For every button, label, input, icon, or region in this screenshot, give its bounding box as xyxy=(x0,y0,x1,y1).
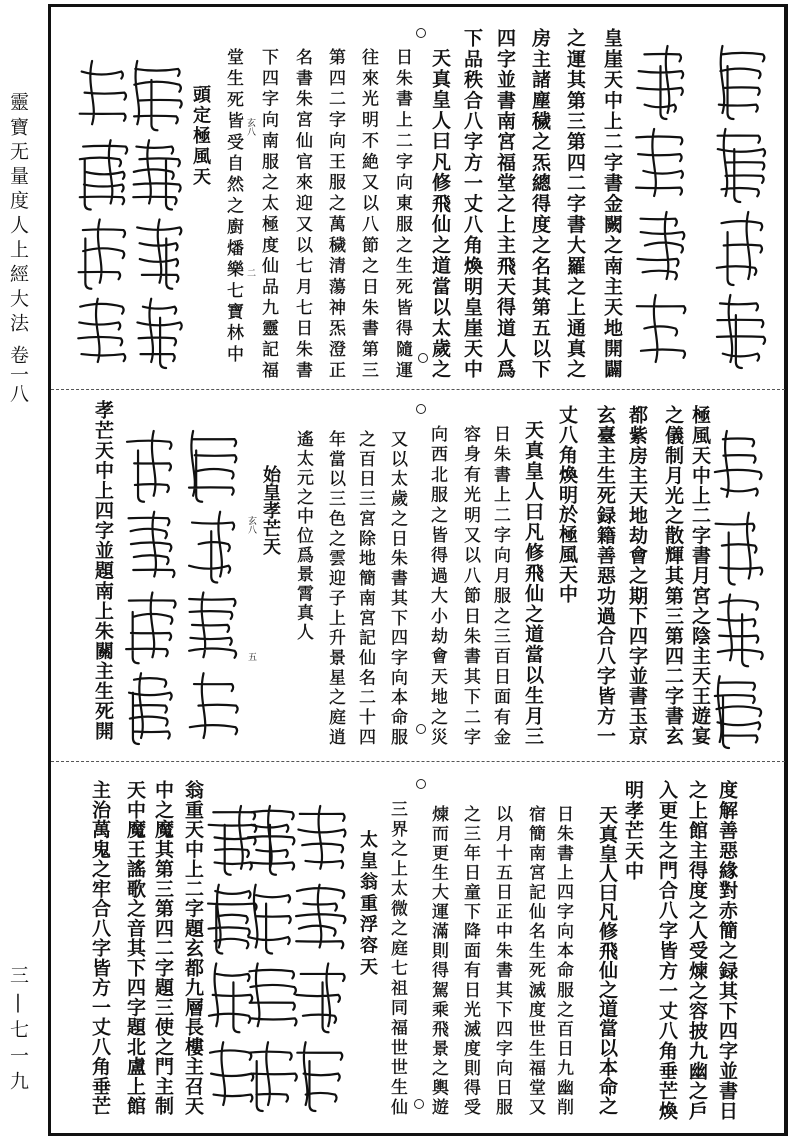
text-column: 之儀制月光之散輝其第三第四二字書玄 xyxy=(662,405,684,745)
text-column: 孝芒天中上四字並題南上朱關主生死開 xyxy=(92,400,114,740)
text-column: 房主諸塵穢之炁總得度之名其第五以下 xyxy=(529,28,551,378)
commentary-column: 以月十五日正中朱書其下四字向日服 xyxy=(492,805,512,1115)
text-column: 極風天中上二字書月宮之陰主天王遊宴 xyxy=(689,405,711,745)
seal-glyph-icon xyxy=(298,806,345,869)
seal-glyph-icon xyxy=(80,140,127,209)
commentary-column: 第四二字向王服之萬穢清蕩神炁澄正 xyxy=(325,48,345,378)
text-column: 天中魔王謠歌之音其下四字題北盧上館 xyxy=(124,780,146,1115)
seal-script-column xyxy=(185,425,241,748)
circle-mark-icon xyxy=(414,1099,424,1109)
text-column: 皇崖天中上二字書金闕之南主天地開闢 xyxy=(601,28,623,378)
seal-glyph-icon xyxy=(126,593,175,664)
text-column: 主治萬鬼之牢合八字皆方一丈八角垂芒 xyxy=(89,780,111,1115)
text-column: 下品秩合八字方一丈八角煥明皇崖天中 xyxy=(461,28,483,378)
seal-glyph-icon xyxy=(296,964,344,1033)
annotation-mark: 玄八 xyxy=(245,118,255,136)
seal-glyph-icon xyxy=(137,220,181,289)
commentary-column: 下四字向南服之太極度仙品九靈記福 xyxy=(258,48,278,378)
section-divider xyxy=(51,389,785,390)
annotation-mark: 五 xyxy=(246,652,256,661)
annotation-mark: 二 xyxy=(245,268,255,277)
text-column: 翁重天中上二字題玄都九層長樓主召天 xyxy=(182,780,204,1115)
text-column: 玄臺主生死録籍善惡功過合八字皆方一 xyxy=(594,405,616,745)
seal-glyph-icon xyxy=(189,512,234,583)
circle-mark-icon xyxy=(416,404,426,414)
seal-glyph-icon xyxy=(718,129,765,202)
commentary-column: 之三年日童下降面有日光滅度則得受 xyxy=(460,805,480,1115)
seal-glyph-icon xyxy=(79,220,125,289)
commentary-column: 容身有光明又以八節日朱書其下二字 xyxy=(460,425,480,745)
seal-script-column xyxy=(122,425,178,748)
page-number: 三|七一九 xyxy=(7,965,29,1090)
seal-glyph-icon xyxy=(210,1042,253,1105)
commentary-column: 遙太元之中位爲景霄真人 xyxy=(293,430,313,640)
seal-script-column xyxy=(632,40,688,372)
seal-glyph-icon xyxy=(209,964,252,1033)
commentary-column: 又以太歲之日朱書其下四字向本命服 xyxy=(387,430,407,745)
commentary-column: 之百日三宮除地簡南宮記仙名二十四 xyxy=(355,430,375,745)
circle-mark-icon xyxy=(416,779,426,789)
seal-glyph-icon xyxy=(638,212,685,279)
text-column: 都紫房主天地劫會之期下四字並書玉京 xyxy=(626,405,648,745)
seal-glyph-icon xyxy=(137,299,181,368)
seal-glyph-icon xyxy=(637,46,683,119)
seal-script-column xyxy=(710,425,766,752)
commentary-column: 天真皇人曰凡修飛仙之道當以太歲之 xyxy=(429,48,451,378)
volume-label: 卷一八 xyxy=(7,345,29,403)
text-column: 度解善惡緣對赤簡之録其下四字並書日 xyxy=(716,780,738,1120)
commentary-column: 日朱書上二字向東服之生死皆得隨運 xyxy=(392,48,412,378)
seal-glyph-icon xyxy=(129,673,172,744)
seal-glyph-icon xyxy=(297,1042,342,1111)
seal-glyph-icon xyxy=(636,129,683,196)
commentary-column: 堂生死皆受自然之廚燔樂七寶林中 xyxy=(223,48,243,362)
text-column: 入更生之門合八字皆方一丈八角垂芒煥 xyxy=(656,780,678,1120)
seal-glyph-icon xyxy=(296,885,345,948)
seal-glyph-icon xyxy=(717,295,765,368)
text-column: 明孝芒天中 xyxy=(622,780,644,880)
seal-glyph-icon xyxy=(637,295,685,362)
seal-glyph-icon xyxy=(80,61,126,124)
seal-glyph-icon xyxy=(78,299,125,362)
commentary-column: 宿簡南宮記仙名生死滅度世生福堂又 xyxy=(525,805,545,1115)
commentary-column: 年當以三色之雲迎子上升景星之庭逍 xyxy=(325,430,345,745)
section-divider xyxy=(51,761,785,762)
seal-glyph-icon xyxy=(189,593,236,658)
seal-glyph-icon xyxy=(129,512,175,577)
commentary-column: 名書朱宮仙官來迎又以七月七日朱書 xyxy=(292,48,312,378)
seal-glyph-icon xyxy=(715,676,761,748)
text-column: 丈八角煥明於極風天中 xyxy=(556,405,578,603)
annotation-mark: 玄八 xyxy=(246,516,256,534)
seal-glyph-icon xyxy=(134,61,182,130)
book-title: 靈寶无量度人上經大法 xyxy=(7,92,29,332)
seal-script-column xyxy=(292,800,348,1115)
seal-glyph-icon xyxy=(208,885,256,954)
circle-mark-icon xyxy=(416,724,426,734)
heaven-heading: 太皇翁重浮容天 xyxy=(357,830,378,975)
commentary-column: 日朱書上二字向月服之三百日面有金 xyxy=(490,425,510,745)
seal-glyph-icon xyxy=(715,431,762,497)
commentary-column: 向西北服之皆得過大小劫會天地之災 xyxy=(427,425,447,745)
seal-glyph-icon xyxy=(716,513,763,585)
seal-glyph-icon xyxy=(133,140,180,209)
heaven-heading: 始皇孝芒天 xyxy=(260,465,281,555)
seal-glyph-icon xyxy=(719,46,765,119)
commentary-column: 煉而更生大運滿則得駕乘飛景之輿遊 xyxy=(428,805,448,1115)
seal-glyph-icon xyxy=(209,806,257,875)
circle-mark-icon xyxy=(418,353,428,363)
seal-script-column xyxy=(712,40,768,372)
commentary-column: 三界之上太微之庭七祖同福世世生仙 xyxy=(387,800,407,1115)
commentary-column: 日朱書上四字向本命服之百日九幽削 xyxy=(553,805,573,1115)
seal-glyph-icon xyxy=(127,431,171,502)
commentary-column: 天真皇人曰凡修飛仙之道當以生月三 xyxy=(522,420,544,745)
commentary-column: 往來光明不絶又以八節之日朱書第三 xyxy=(358,48,378,378)
seal-script-column xyxy=(129,55,185,372)
seal-glyph-icon xyxy=(718,595,763,667)
commentary-column: 天真皇人曰凡修飛仙之道當以本命之 xyxy=(596,805,618,1115)
seal-glyph-icon xyxy=(189,431,236,502)
text-column: 之上館主得度之人受煉之容披九幽之戶 xyxy=(686,780,708,1120)
seal-glyph-icon xyxy=(190,673,238,738)
circle-mark-icon xyxy=(416,28,426,38)
seal-glyph-icon xyxy=(717,212,762,285)
heaven-heading: 頭定極風天 xyxy=(190,85,211,185)
text-column: 四字並書南宮福堂之上主飛天得道人爲 xyxy=(494,28,516,378)
text-column: 中之魔其第三第四二字題三使之門主制 xyxy=(152,780,174,1115)
seal-script-column xyxy=(204,800,260,1115)
seal-script-column xyxy=(74,55,130,372)
text-column: 之運其第三第四二字書大羅之上通真之 xyxy=(564,28,586,378)
